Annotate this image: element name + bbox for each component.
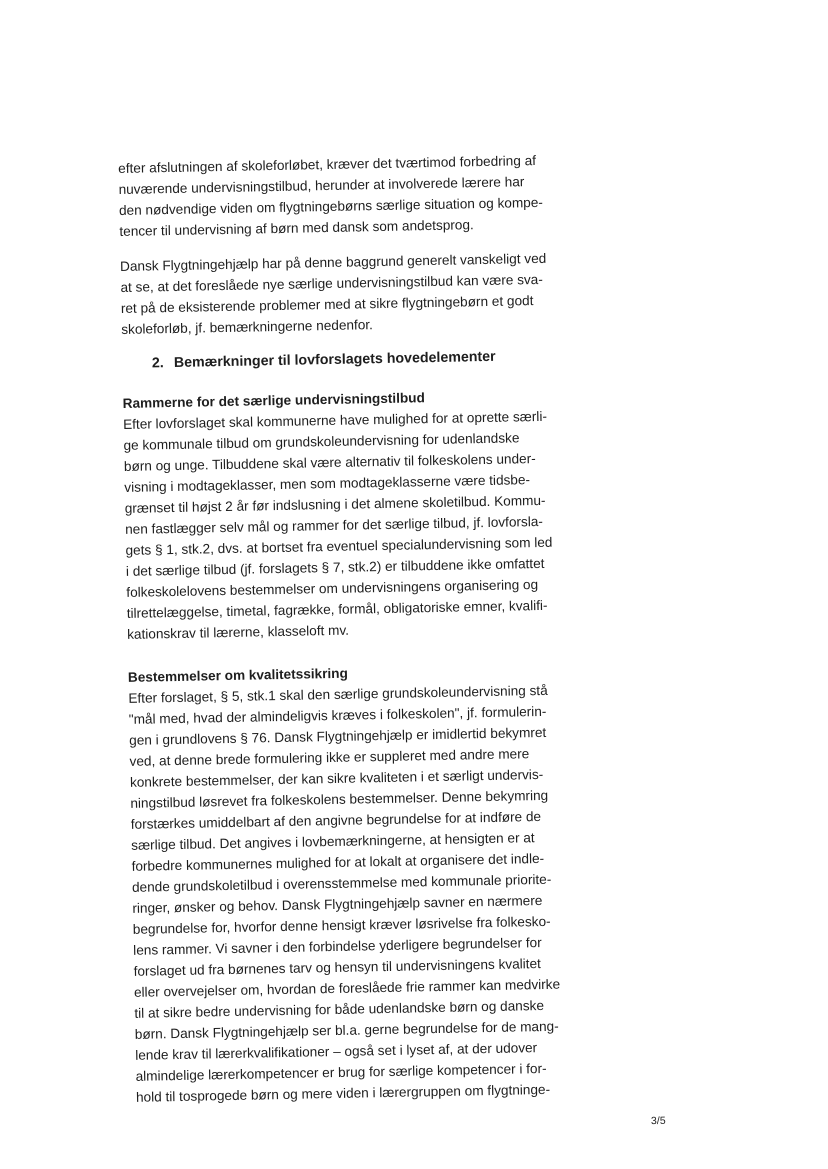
- section-title: Bemærkninger til lovforslagets hovedelementer: [173, 348, 496, 371]
- paragraph-intro-continuation: [118, 148, 620, 242]
- text-line: begrundelse for, hvorfor denne hensigt kræver løsrivelse fra folkesko-: [132, 913, 551, 937]
- section-number: 2.: [151, 355, 164, 372]
- text-line: visning i modtageklasser, men som modtageklasserne være tidsbe-: [124, 472, 531, 495]
- page-number: 3/5: [650, 1114, 666, 1128]
- subsection-heading: Bestemmelser om kvalitetssikring: [127, 665, 348, 685]
- text-line: grænset til højst 2 år før indslusning i det almene skoletilbud. Kommu-: [124, 492, 546, 516]
- text-line: den nødvendige viden om flygtningebørns særlige situation og kompe-: [118, 194, 543, 218]
- text-line: dende grundskoletilbud i overensstemmelse med kommunale priorite-: [131, 871, 552, 895]
- text-line: kationskrav til lærerne, klasseloft mv.: [127, 622, 350, 642]
- text-line: forslaget ud fra børnenes tarv og hensyn til undervisningens kvalitet: [133, 956, 541, 979]
- subsection-heading: Rammerne for det særlige undervisningstilbud: [122, 390, 425, 411]
- text-line: lende krav til lærerkvalifikationer – også set i lyset af, at der udover: [135, 1040, 538, 1063]
- text-line: forbedre kommunernes mulighed for at lokalt at organisere det indle-: [131, 850, 545, 874]
- text-line: efter afslutningen af skoleforløbet, kræver det tværtimod forbedring af: [118, 152, 537, 176]
- text-line: almindelige lærerkompetencer er brug for særlige kompetencer i for-: [135, 1060, 547, 1084]
- text-line: tilrettelæggelse, timetal, fagrække, formål, obligatoriske emner, kvalifi-: [126, 597, 548, 621]
- text-line: ningstilbud løsrevet fra folkeskolens bestemmelser. Denne bekymring: [130, 787, 549, 811]
- text-line: at se, at det foreslåede nye særlige undervisningstilbud kan være sva-: [120, 271, 543, 295]
- text-line: børn. Dansk Flygtningehjælp ser bl.a. gerne begrundelse for de mang-: [134, 1018, 559, 1042]
- text-line: gets § 1, stk.2, dvs. at bortset fra eventuel specialundervisning som led: [125, 534, 553, 558]
- text-line: i det særlige tilbud (jf. forslagets § 7, stk.2) er tilbuddene ikke omfattet: [125, 555, 545, 579]
- text-line: gen i grundlovens § 76. Dansk Flygtningehjælp er imidlertid bekymret: [129, 724, 547, 748]
- text-line: hold til tosprogede børn og mere viden i lærergruppen om flygtninge-: [135, 1081, 551, 1105]
- text-line: Efter lovforslaget skal kommunerne have mulighed for at oprette særli-: [122, 408, 548, 432]
- text-line: ved, at denne brede formulering ikke er suppleret med andre mere: [129, 746, 530, 769]
- section-heading: [152, 344, 622, 374]
- text-line: ret på de eksisterende problemer med at sikre flygtningebørn et godt: [120, 293, 534, 316]
- text-line: særlige tilbud. Det angives i lovbemærkningerne, at hensigten er at: [131, 830, 535, 853]
- text-line: nen fastlægger selv mål og rammer for det særlige tilbud, jf. lovforsla-: [124, 513, 543, 537]
- text-line: ringer, ønsker og behov. Dansk Flygtningehjælp savner en nærmere: [132, 892, 543, 916]
- subsection-quality-assurance: [128, 657, 636, 1108]
- text-line: til at sikre bedre undervisning for både udenlandske børn og danske: [134, 997, 545, 1021]
- text-line: nuværende undervisningstilbud, herunder at involverede lærere har: [118, 174, 525, 197]
- text-line: forstærkes umiddelbart af den angivne begrundelse for at indføre de: [130, 809, 542, 832]
- text-line: "mål med, hvad der almindeligvis kræves i folkeskolen", jf. formulerin-: [128, 703, 547, 727]
- subsection-frameworks: [123, 383, 628, 645]
- text-line: Efter forslaget, § 5, stk.1 skal den særlige grundskoleundervisning stå: [128, 682, 548, 706]
- text-line: lens rammer. Vi savner i den forbindelse yderligere begrundelser for: [133, 935, 542, 958]
- text-line: tencer til undervisning af børn med dansk som andetsprog.: [119, 217, 474, 239]
- document-body: [118, 148, 636, 1121]
- text-line: konkrete bestemmelser, der kan sikre kvaliteten i et særligt undervis-: [129, 766, 544, 790]
- paragraph-conclusion: [120, 246, 622, 340]
- text-line: skoleforløb, jf. bemærkningerne nedenfor.: [121, 317, 374, 337]
- text-line: folkeskolelovens bestemmelser om undervisningens organisering og: [126, 577, 539, 600]
- text-line: eller overvejelser om, hvordan de foreslåede frie rammer kan medvirke: [133, 976, 561, 1000]
- text-line: ge kommunale tilbud om grundskoleundervisning for udenlandske: [123, 430, 520, 453]
- text-line: Dansk Flygtningehjælp har på denne baggrund generelt vanskeligt ved: [119, 250, 547, 274]
- text-line: børn og unge. Tilbuddene skal være alternativ til folkeskolens under-: [123, 451, 536, 474]
